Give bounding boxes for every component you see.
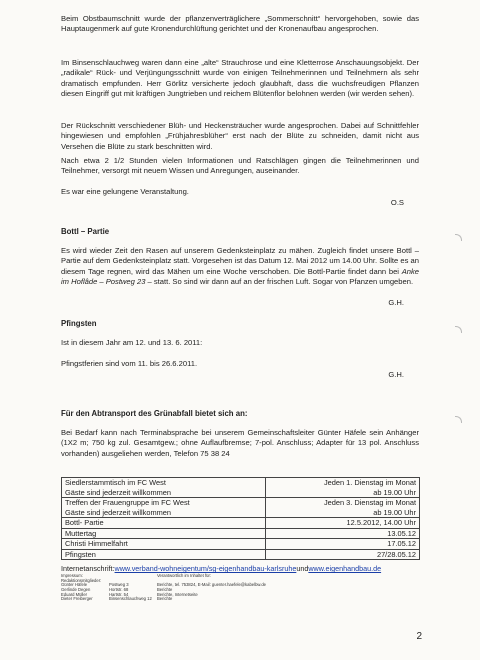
table-cell: 13.05.12	[266, 528, 420, 539]
pfingsten-line-1: Ist in diesem Jahr am 12. und 13. 6. 2011:	[61, 338, 203, 347]
table-cell: Treffen der Frauengruppe im FC West Gäste sind jederzeit willkommen	[62, 498, 266, 518]
table-row	[62, 478, 420, 498]
table-cell: Bottl- Partie	[62, 518, 266, 529]
paragraph-bottl-partie: Es wird wieder Zeit den Rasen auf unserem Gedenksteinplatz zu mähen. Zugleich findet unsere Bottl – Partie auf dem Gedenksteinplatz statt. Vorgesehen ist das Datum 12. Mai 2012 um 14.00 Uhr. Sollte es an diesem Tage regnen, wird das Mähen um eine Woche verschoben. Die Bottl-Partie findet dann bei Anke im Hoflâde – Postweg 23 – statt. So sind wir dann auf an der frischen Luft. Sogar von Pfanzen umgeben.	[61, 246, 419, 287]
table-row	[62, 549, 420, 560]
signature-gh-1: G.H.	[388, 298, 404, 307]
heading-bottl-partie: Bottl – Partie	[61, 227, 110, 236]
table-row	[62, 518, 420, 529]
table-row	[62, 528, 420, 539]
location-italic: Anke im Hoflâde – Postweg 23	[61, 266, 419, 287]
paragraph-obstbaumschnitt: Beim Obstbaumschnitt wurde der pflanzenverträglichere „Sommerschnitt“ hervorgehoben, sowie das Hauptaugenmerk auf gute Kronendurchlüftung gerichtet und der Kronenaufbau angesprochen.	[61, 14, 419, 34]
table-cell: 12.5.2012, 14.00 Uhr	[266, 518, 420, 529]
paragraph-binsenschlauchweg: Im Binsenschlauchweg waren dann eine „alte“ Strauchrose und eine Kletterrose Anschauungsobjekt. Der „radikale“ Rück- und Verjüngungsschnitt wurde von einigen Teilnehmerinnen und Teilnehmern als sehr dramatisch empfunden. Herr Görlitz versicherte jedoch glaubhaft, dass die wuchsfreudigen Pflanzen diesen Eingriff gut mit kräftigen Jungtrieben und reichem Blütenflor belohnen werden (wir werden sehen).	[61, 58, 419, 99]
link-verband[interactable]: www.verband-wohneigentum/sg-eigenhandbau-karlsruhe	[114, 564, 297, 573]
pfingsten-line-2: Pfingstferien sind vom 11. bis 26.6.2011.	[61, 359, 198, 368]
internet-address-line: Internetanschrift:www.verband-wohneigentum/sg-eigenhandbau-karlsruheundwww.eigenhandbau.de	[61, 564, 382, 573]
table-cell: Jeden 1. Dienstag im Monat ab 19.00 Uhr	[266, 478, 420, 498]
table-cell: 27/28.05.12	[266, 549, 420, 560]
impressum: Impressum: Redaktionsmitglieder: Verantwortlich im Inhaltet für: Günter Häfele Gerlinde Degen Eduard Müller Dieter Freiberger Postweg 3 Hortstr. 68 Hartstr. 54 Binsenschlauchweg 12 Berichte, tel. 753824, E-Mail: guenter.haefele@kabelbw.de Berichte Berichte, Internetseite Berichte	[61, 573, 267, 602]
table-cell: Muttertag	[62, 528, 266, 539]
table-cell: Jeden 3. Dienstag im Monat ab 19.00 Uhr	[266, 498, 420, 518]
table-cell: 17.05.12	[266, 539, 420, 550]
table-cell: Pfingsten	[62, 549, 266, 560]
heading-pfingsten: Pfingsten	[61, 319, 97, 328]
paragraph-abschluss: Nach etwa 2 1/2 Stunden vielen Informationen und Ratschlägen gingen die Teilnehmerinnen und Teilnehmer, versorgt mit neuem Wissen und Anregungen, auseinander.	[61, 156, 419, 176]
margin-mark	[455, 326, 462, 333]
signature-os: O.S	[390, 198, 404, 207]
margin-mark	[455, 416, 462, 423]
paragraph-rueckschnitt: Der Rückschnitt verschiedener Blüh- und Heckensträucher wurde angesprochen. Dabei auf Schnittfehler hingewiesen und empfohlen „Frühjahresblüher“ erst nach der Blüte zu schneiden, damit nicht aus Versehen die Blüte zu stark beschnitten wird.	[61, 121, 419, 151]
link-eigenhandbau[interactable]: www.eigenhandbau.de	[308, 564, 382, 573]
table-cell: Christi Himmelfahrt	[62, 539, 266, 550]
heading-gruenabfall: Für den Abtransport des Grünabfall bietet sich an:	[61, 409, 248, 418]
table-row	[62, 539, 420, 550]
paragraph-gruenabfall: Bei Bedarf kann nach Terminabsprache bei unserem Gemeinschaftsleiter Günter Häfele sein Anhänger (1X2 m; 750 kg zul. Gesamtgew.; ohne Auflaufbremse; 7-pol. Anschluss; Adapter für 13 pol. Anschluss vorhanden) ausgeliehen werden, Telefon 75 38 24	[61, 428, 419, 458]
paragraph-fazit: Es war eine gelungene Veranstaltung.	[61, 187, 189, 196]
signature-gh-2: G.H.	[388, 370, 404, 379]
page-number: 2	[416, 631, 422, 642]
table-row	[62, 498, 420, 518]
margin-mark	[455, 234, 462, 241]
schedule-table	[61, 477, 420, 560]
table-cell: Siedlerstammtisch im FC West Gäste sind jederzeit willkommen	[62, 478, 266, 498]
